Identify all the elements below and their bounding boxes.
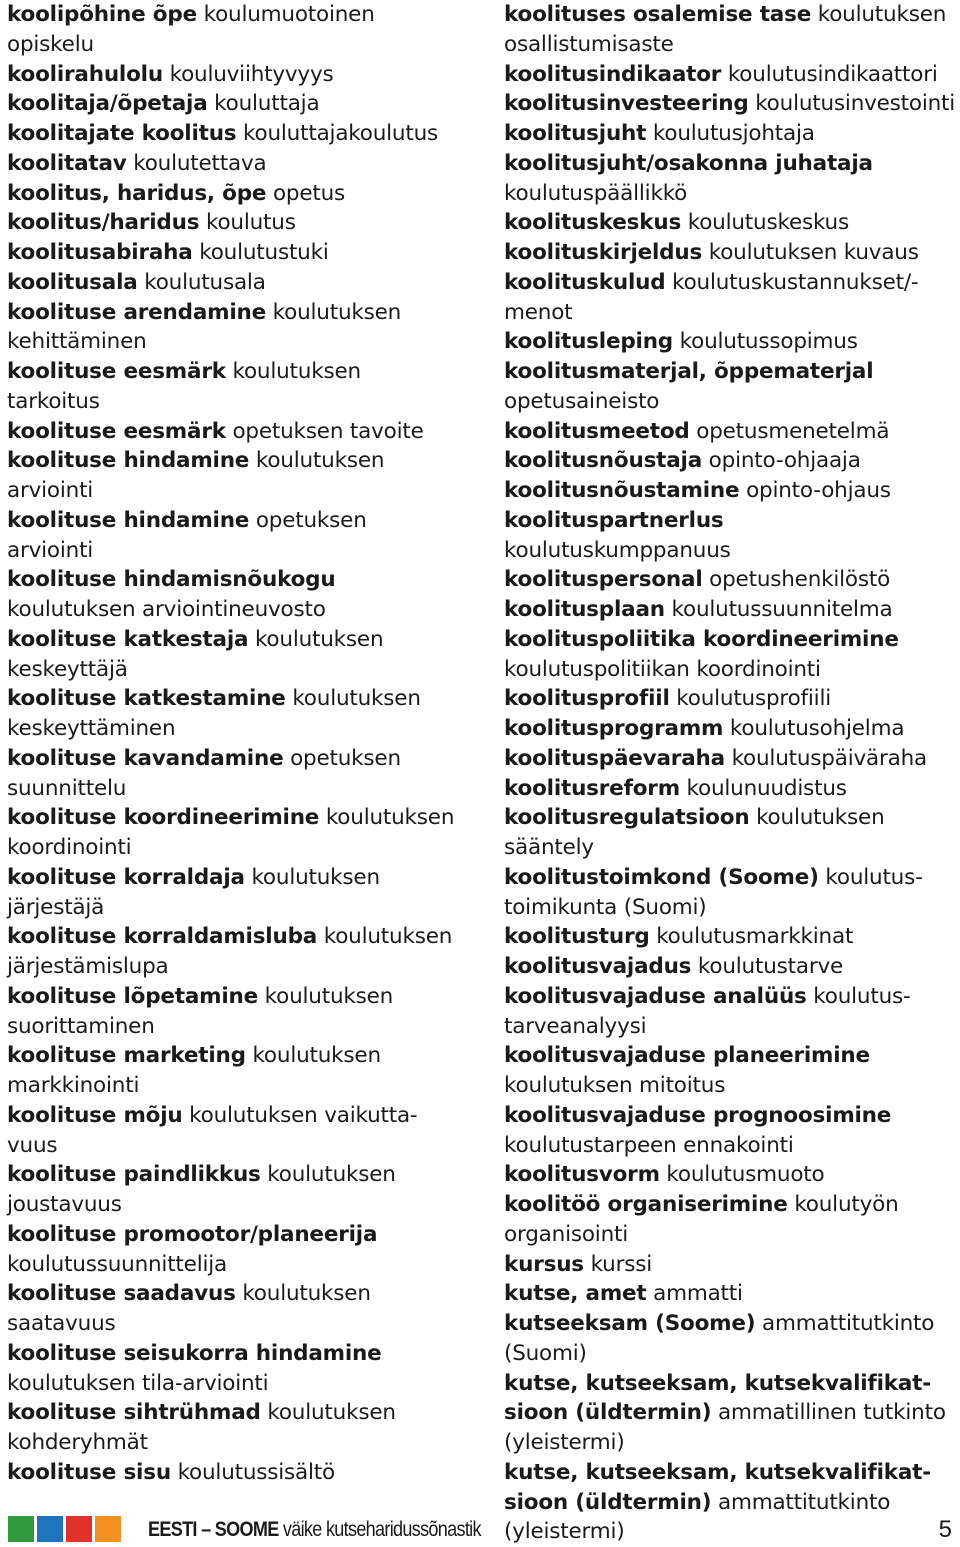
footer-title xyxy=(148,1518,481,1542)
right-column-line xyxy=(504,208,956,238)
left-column-line xyxy=(7,684,477,714)
finnish-translation: koulutuskumppanuus xyxy=(504,537,731,563)
finnish-translation: koulutuskeskus xyxy=(687,210,849,236)
estonian-term: koolituse koordineerimine xyxy=(7,805,320,831)
estonian-term: koolitusala xyxy=(7,269,138,295)
left-column-line xyxy=(7,744,477,774)
estonian-term: koolituskeskus xyxy=(504,210,682,236)
finnish-translation: arviointi xyxy=(7,478,94,503)
right-column-line xyxy=(504,863,956,893)
left-column-line xyxy=(7,774,477,804)
estonian-term: kutseeksam (Soome) xyxy=(504,1311,756,1336)
finnish-translation: markkinointi xyxy=(7,1073,140,1098)
estonian-term: koolitusvajaduse prognoosimine xyxy=(504,1102,892,1128)
finnish-translation: koulutuspäällikkö xyxy=(504,180,688,206)
right-column-line xyxy=(504,446,956,476)
orange-square xyxy=(95,1516,121,1542)
estonian-term: koolituse eesmärk xyxy=(7,418,226,444)
finnish-translation: koulutuksen xyxy=(292,686,421,712)
left-column-line xyxy=(7,149,477,179)
red-square xyxy=(66,1516,92,1542)
estonian-term: koolitöö organiserimine xyxy=(504,1192,788,1217)
left-column-line xyxy=(7,655,477,685)
finnish-translation: koulumuotoinen xyxy=(203,2,375,27)
finnish-translation: koulutusohjelma xyxy=(729,716,905,741)
left-column-line xyxy=(7,1012,477,1042)
left-column-line xyxy=(7,1458,477,1488)
finnish-translation: koulutuksen kuvaus xyxy=(708,240,919,265)
left-column-line xyxy=(7,536,477,566)
right-column-line xyxy=(504,60,956,90)
estonian-term: koolituse promootor/planeerija xyxy=(7,1221,378,1247)
finnish-translation: koulutettava xyxy=(133,150,267,176)
finnish-translation: opinto-ohjaus xyxy=(746,478,891,503)
left-column-line xyxy=(7,298,477,328)
right-column-line xyxy=(504,1071,956,1101)
estonian-term: sioon (üldtermin) xyxy=(504,1400,712,1426)
finnish-translation: koulutuksen vaikutta- xyxy=(189,1102,418,1128)
right-column-line xyxy=(504,30,956,60)
finnish-translation: opiskelu xyxy=(7,31,94,57)
left-column-line xyxy=(7,1369,477,1399)
right-column-line xyxy=(504,298,956,328)
finnish-translation: koulutussisältö xyxy=(177,1459,335,1485)
estonian-term: koolitusjuht/osakonna juhataja xyxy=(504,150,873,176)
finnish-translation: koordinointi xyxy=(7,835,132,860)
right-column-line xyxy=(504,1309,956,1339)
finnish-translation: osallistumisaste xyxy=(504,31,674,57)
estonian-term: koolitusnõustaja xyxy=(504,448,703,474)
finnish-translation: kohderyhmät xyxy=(7,1430,148,1455)
left-column-line xyxy=(7,387,477,417)
finnish-translation: suunnittelu xyxy=(7,775,127,801)
finnish-translation: ammatillinen tutkinto xyxy=(718,1400,946,1426)
right-column-line xyxy=(504,982,956,1012)
finnish-translation: tarkoitus xyxy=(7,388,100,414)
finnish-translation: opetuksen tavoite xyxy=(232,418,424,444)
finnish-translation: koulutus- xyxy=(813,983,911,1009)
finnish-translation: kouluviihtyvyys xyxy=(169,61,334,87)
finnish-translation: (Suomi) xyxy=(504,1340,587,1366)
left-column-line xyxy=(7,1309,477,1339)
right-column-line xyxy=(504,1131,956,1161)
finnish-translation: koulutusprofiili xyxy=(676,686,832,712)
estonian-term: koolituspoliitika koordineerimine xyxy=(504,626,899,652)
estonian-term: koolituspäevaraha xyxy=(504,745,725,771)
finnish-translation: koulutustarve xyxy=(697,954,844,979)
right-column-line xyxy=(504,327,956,357)
finnish-translation: opetus xyxy=(272,180,346,206)
finnish-translation: opetusmenetelmä xyxy=(696,418,890,444)
right-column-line xyxy=(504,1398,956,1428)
estonian-term: kursus xyxy=(504,1251,584,1277)
finnish-translation: koulutuksen xyxy=(817,2,947,27)
right-column-line xyxy=(504,565,956,595)
estonian-term: koolituse seisukorra hindamine xyxy=(7,1340,382,1366)
finnish-translation: (yleistermi) xyxy=(504,1430,625,1455)
right-column-line xyxy=(504,1250,956,1280)
estonian-term: koolitus/haridus xyxy=(7,210,200,236)
estonian-term: sioon (üldtermin) xyxy=(504,1489,712,1515)
estonian-term: koolituse hindamine xyxy=(7,507,250,533)
left-column-line xyxy=(7,625,477,655)
finnish-translation: koulutussopimus xyxy=(679,329,858,355)
finnish-translation: kehittäminen xyxy=(7,329,147,355)
finnish-translation: toimikunta (Suomi) xyxy=(504,894,707,920)
left-column-line xyxy=(7,60,477,90)
right-column-line xyxy=(504,774,956,804)
left-column-line xyxy=(7,1190,477,1220)
right-column-line xyxy=(504,595,956,625)
right-column-line xyxy=(504,268,956,298)
estonian-term: koolitusmaterjal, õppematerjal xyxy=(504,359,874,384)
finnish-translation: koulutuksen xyxy=(325,805,455,831)
finnish-translation: koulutusindikaattori xyxy=(727,61,938,87)
finnish-translation: koulutuksen xyxy=(267,1400,396,1426)
finnish-translation: joustavuus xyxy=(7,1192,122,1217)
finnish-translation: ammatti xyxy=(653,1281,743,1307)
estonian-term: koolituse katkestaja xyxy=(7,626,249,652)
left-column-line xyxy=(7,1131,477,1161)
estonian-term: koolitusprofiil xyxy=(504,686,670,712)
right-column-line xyxy=(504,1428,956,1458)
green-square xyxy=(8,1516,34,1542)
right-column-line xyxy=(504,922,956,952)
finnish-translation: koulutusjohtaja xyxy=(652,121,815,146)
estonian-term: kutse, amet xyxy=(504,1281,647,1307)
left-column-line xyxy=(7,208,477,238)
right-column-line xyxy=(504,1369,956,1399)
estonian-term: koolituse eesmärk xyxy=(7,359,226,384)
estonian-term: koolitusturg xyxy=(504,924,650,950)
left-column-line xyxy=(7,327,477,357)
right-column-line xyxy=(504,1101,956,1131)
estonian-term: koolituse hindamine xyxy=(7,448,250,474)
estonian-term: koolitusvorm xyxy=(504,1162,660,1188)
estonian-term: koolituse sihtrühmad xyxy=(7,1400,261,1426)
finnish-translation: koulutussuunnittelija xyxy=(7,1251,227,1277)
finnish-translation: tarveanalyysi xyxy=(504,1013,647,1039)
left-column-line xyxy=(7,1101,477,1131)
left-column-line xyxy=(7,1160,477,1190)
finnish-translation: kouluttajakoulutus xyxy=(243,121,439,146)
estonian-term: koolitaja/õpetaja xyxy=(7,91,208,117)
left-column-line xyxy=(7,1398,477,1428)
left-column-line xyxy=(7,179,477,209)
finnish-translation: koulutustarpeen ennakointi xyxy=(504,1132,794,1158)
right-column-line xyxy=(504,1279,956,1309)
finnish-translation: koulutuksen sääntely xyxy=(504,805,885,860)
estonian-term: koolitusvajaduse analüüs xyxy=(504,983,807,1009)
estonian-term: koolitustoimkond (Soome) xyxy=(504,864,819,890)
finnish-translation: saatavuus xyxy=(7,1311,116,1336)
finnish-translation: organisointi xyxy=(504,1221,628,1247)
left-column-line xyxy=(7,1041,477,1071)
left-column-line xyxy=(7,565,477,595)
right-column-line xyxy=(504,714,956,744)
left-column-line xyxy=(7,803,477,833)
right-column-line xyxy=(504,952,956,982)
estonian-term: koolitatav xyxy=(7,150,127,176)
finnish-translation: keskeyttäminen xyxy=(7,716,176,741)
left-column-line xyxy=(7,0,477,30)
estonian-term: koolituskulud xyxy=(504,269,666,295)
finnish-translation: koulutusala xyxy=(144,269,266,295)
page-footer xyxy=(0,1512,960,1544)
estonian-term: koolituse paindlikkus xyxy=(7,1162,261,1188)
left-column-line xyxy=(7,952,477,982)
estonian-term: koolitusplaan xyxy=(504,597,665,622)
finnish-translation: keskeyttäjä xyxy=(7,656,128,682)
finnish-translation: järjestämislupa xyxy=(7,954,169,979)
finnish-translation: koulutuspolitiikan koordinointi xyxy=(504,656,821,682)
finnish-translation: koulutuksen xyxy=(254,626,384,652)
finnish-translation: (yleistermi) xyxy=(504,1519,625,1545)
blue-square xyxy=(37,1516,63,1542)
finnish-translation: opetusaineisto xyxy=(504,388,660,414)
estonian-term: koolituse katkestamine xyxy=(7,686,286,712)
finnish-translation: koulutuksen xyxy=(264,983,394,1009)
finnish-translation: suorittaminen xyxy=(7,1013,155,1039)
right-column-line xyxy=(504,119,956,149)
right-column xyxy=(504,0,956,1547)
estonian-term: koolituse marketing xyxy=(7,1043,246,1069)
finnish-translation: vuus xyxy=(7,1132,58,1158)
finnish-translation: koulutusinvestointi xyxy=(755,91,956,117)
footer-title-rest: väike kutseharidussõnastik xyxy=(282,1518,481,1541)
left-column-line xyxy=(7,982,477,1012)
left-column-line xyxy=(7,1279,477,1309)
finnish-translation: koulutuksen xyxy=(323,924,453,950)
right-column-line xyxy=(504,1220,956,1250)
left-column-line xyxy=(7,446,477,476)
estonian-term: koolitajate koolitus xyxy=(7,121,237,146)
estonian-term: koolirahulolu xyxy=(7,61,163,87)
estonian-term: koolituse korraldaja xyxy=(7,864,245,890)
estonian-term: koolituse arendamine xyxy=(7,299,267,325)
right-column-line xyxy=(504,655,956,685)
finnish-translation: koulutus- xyxy=(825,864,923,890)
finnish-translation: koulutuksen arviointineuvosto xyxy=(7,597,326,622)
left-column-line xyxy=(7,1428,477,1458)
right-column-line xyxy=(504,149,956,179)
right-column-line xyxy=(504,1190,956,1220)
estonian-term: koolipõhine õpe xyxy=(7,2,197,27)
right-column-line xyxy=(504,417,956,447)
finnish-translation: arviointi xyxy=(7,537,94,563)
finnish-translation: koulutussuunnitelma xyxy=(671,597,893,622)
finnish-translation: opetuksen xyxy=(255,507,367,533)
right-column-line xyxy=(504,1458,956,1488)
estonian-term: koolitusregulatsioon xyxy=(504,805,750,831)
estonian-term: koolituspersonal xyxy=(504,567,703,593)
right-column-line xyxy=(504,238,956,268)
left-column-line xyxy=(7,1071,477,1101)
left-column-line xyxy=(7,506,477,536)
estonian-term: koolitusmeetod xyxy=(504,418,690,444)
estonian-term: koolituse kavandamine xyxy=(7,745,284,771)
page-number: 5 xyxy=(938,1516,952,1543)
estonian-term: koolituse mõju xyxy=(7,1102,183,1128)
finnish-translation: koulutuksen xyxy=(242,1281,371,1307)
finnish-translation: koulutuksen xyxy=(252,1043,381,1069)
finnish-translation: ammattitutkinto xyxy=(718,1489,891,1515)
left-column-line xyxy=(7,714,477,744)
estonian-term: koolitusvajaduse planeerimine xyxy=(504,1043,870,1069)
estonian-term: koolituse lõpetamine xyxy=(7,983,259,1009)
estonian-term: koolitusprogramm xyxy=(504,716,724,741)
estonian-term: kutse, kutseeksam, kutsekvalifikat- xyxy=(504,1459,931,1485)
right-column-line xyxy=(504,1339,956,1369)
right-column-line xyxy=(504,684,956,714)
left-column-line xyxy=(7,595,477,625)
finnish-translation: koulutuksen xyxy=(251,864,380,890)
finnish-translation: kouluttaja xyxy=(214,91,320,117)
left-column-line xyxy=(7,1220,477,1250)
finnish-translation: koulutusmarkkinat xyxy=(656,924,854,950)
color-squares-logo xyxy=(8,1516,121,1542)
finnish-translation: koulutuksen xyxy=(272,299,402,325)
right-column-line xyxy=(504,1041,956,1071)
estonian-term: koolituse korraldamisluba xyxy=(7,924,318,950)
right-column-line xyxy=(504,744,956,774)
left-column-line xyxy=(7,238,477,268)
right-column-line xyxy=(504,357,956,387)
estonian-term: koolitusvajadus xyxy=(504,954,692,979)
finnish-translation: koulutyön xyxy=(794,1192,899,1217)
left-column-line xyxy=(7,1250,477,1280)
left-column-line xyxy=(7,1339,477,1369)
finnish-translation: koulutuksen tila-arviointi xyxy=(7,1370,269,1396)
left-column-line xyxy=(7,30,477,60)
left-column-line xyxy=(7,833,477,863)
estonian-term: koolitus, haridus, õpe xyxy=(7,180,267,206)
left-column-line xyxy=(7,863,477,893)
finnish-translation: järjestäjä xyxy=(7,894,105,920)
estonian-term: koolitusinvesteering xyxy=(504,91,749,117)
right-column-line xyxy=(504,476,956,506)
estonian-term: koolituse hindamisnõukogu xyxy=(7,567,336,593)
footer-title-languages: EESTI – SOOME xyxy=(148,1518,279,1541)
estonian-term: koolituse saadavus xyxy=(7,1281,236,1307)
estonian-term: kutse, kutseeksam, kutsekvalifikat- xyxy=(504,1370,931,1396)
left-column-line xyxy=(7,119,477,149)
finnish-translation: koulutuksen mitoitus xyxy=(504,1073,726,1098)
right-column-line xyxy=(504,0,956,30)
estonian-term: koolitusabiraha xyxy=(7,240,193,265)
right-column-line xyxy=(504,1160,956,1190)
estonian-term: koolituspartnerlus xyxy=(504,507,724,533)
finnish-translation: koulutusmuoto xyxy=(666,1162,825,1188)
right-column-line xyxy=(504,89,956,119)
right-column-line xyxy=(504,1012,956,1042)
finnish-translation: kurssi xyxy=(590,1251,652,1277)
left-column-line xyxy=(7,476,477,506)
finnish-translation: koulutustuki xyxy=(199,240,329,265)
left-column-line xyxy=(7,357,477,387)
finnish-translation: koulutuksen xyxy=(255,448,385,474)
estonian-term: koolituse sisu xyxy=(7,1459,171,1485)
finnish-translation: opetushenkilöstö xyxy=(709,567,891,593)
right-column-line xyxy=(504,506,956,566)
right-column-line xyxy=(504,387,956,417)
left-column-line xyxy=(7,922,477,952)
estonian-term: koolituses osalemise tase xyxy=(504,2,812,27)
finnish-translation: koulutuskustannukset/- xyxy=(672,269,919,295)
finnish-translation: ammattitutkinto xyxy=(762,1311,935,1336)
finnish-translation: koulutuspäiväraha xyxy=(731,745,927,771)
right-column-line xyxy=(504,893,956,923)
finnish-translation: koulutus xyxy=(205,210,296,236)
finnish-translation: opinto-ohjaaja xyxy=(708,448,861,474)
estonian-term: koolitusjuht xyxy=(504,121,647,146)
estonian-term: koolitusnõustamine xyxy=(504,478,740,503)
left-column-line xyxy=(7,89,477,119)
estonian-term: koolitusleping xyxy=(504,329,673,355)
left-column-line xyxy=(7,268,477,298)
finnish-translation: koulutuksen xyxy=(267,1162,396,1188)
left-column-line xyxy=(7,893,477,923)
right-column-line xyxy=(504,625,956,655)
right-column-line xyxy=(504,803,956,863)
finnish-translation: koulunuudistus xyxy=(686,775,847,801)
right-column-line xyxy=(504,179,956,209)
finnish-translation: opetuksen xyxy=(290,745,401,771)
estonian-term: koolitusindikaator xyxy=(504,61,722,87)
finnish-translation: menot xyxy=(504,299,573,325)
left-column xyxy=(7,0,477,1488)
finnish-translation: koulutuksen xyxy=(232,359,361,384)
left-column-line xyxy=(7,417,477,447)
estonian-term: koolituskirjeldus xyxy=(504,240,703,265)
estonian-term: koolitusreform xyxy=(504,775,680,801)
